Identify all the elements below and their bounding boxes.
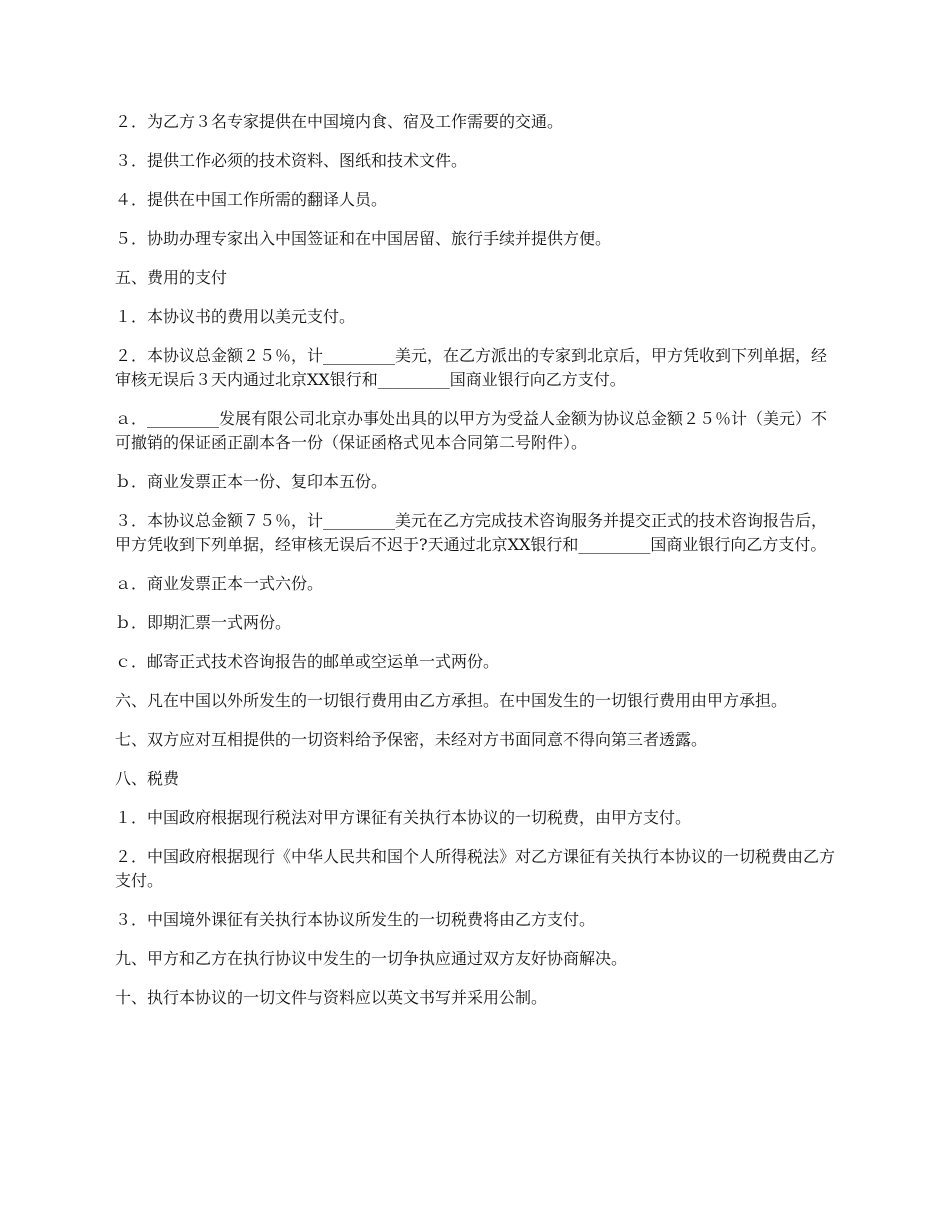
- section-10: 十、执行本协议的一切文件与资料应以英文书写并采用公制。: [115, 988, 548, 1007]
- clause-4-item-4: ４．提供在中国工作所需的翻译人员。: [115, 190, 388, 209]
- clause-5-item-2b: ｂ．商业发票正本一份、复印本五份。: [115, 472, 388, 491]
- clause-4-item-5: ５．协助办理专家出入中国签证和在中国居留、旅行手续并提供方便。: [115, 229, 612, 248]
- clause-8-item-3: ３．中国境外课征有关执行本协议所发生的一切税费将由乙方支付。: [115, 910, 596, 929]
- section-7: 七、双方应对互相提供的一切资料给予保密，未经对方书面同意不得向第三者透露。: [115, 730, 708, 749]
- section-9: 九、甲方和乙方在执行协议中发生的一切争执应通过双方友好协商解决。: [115, 949, 628, 968]
- clause-5-item-3c: ｃ．邮寄正式技术咨询报告的邮单或空运单一式两份。: [115, 652, 500, 671]
- clause-4-item-3: ３．提供工作必须的技术资料、图纸和技术文件。: [115, 151, 468, 170]
- clause-5-item-2: ２．本协议总金额２５％，计_________美元，在乙方派出的专家到北京后，甲方凭收到下列单据，经审核无误后３天内通过北京XX银行和_________国商业银行向乙方支付。: [115, 346, 828, 389]
- section-6: 六、凡在中国以外所发生的一切银行费用由乙方承担。在中国发生的一切银行费用由甲方承担。: [115, 691, 788, 710]
- clause-5-item-3b: ｂ．即期汇票一式两份。: [115, 613, 292, 632]
- clause-5-item-1: １．本协议书的费用以美元支付。: [115, 307, 356, 326]
- section-5-heading: 五、费用的支付: [115, 268, 228, 287]
- clause-8-item-2: ２．中国政府根据现行《中华人民共和国个人所得税法》对乙方课征有关执行本协议的一切税费由乙方支付。: [115, 847, 836, 890]
- clause-5-item-2a: ａ．_________发展有限公司北京办事处出具的以甲方为受益人金额为协议总金额２５％计（美元）不可撤销的保证函正副本各一份（保证函格式见本合同第二号附件）。: [115, 409, 828, 452]
- clause-5-item-3: ３．本协议总金额７５％，计_________美元在乙方完成技术咨询服务并提交正式的技术咨询报告后，甲方凭收到下列单据，经审核无误后不迟于?天通过北京XX银行和_________国商业银行向乙方支付。: [115, 511, 828, 554]
- section-8-heading: 八、税费: [115, 769, 180, 788]
- clause-4-item-2: ２．为乙方３名专家提供在中国境内食、宿及工作需要的交通。: [115, 112, 564, 131]
- document-body: [115, 110, 840, 1025]
- clause-8-item-1: １．中国政府根据现行税法对甲方课征有关执行本协议的一切税费，由甲方支付。: [115, 808, 692, 827]
- clause-5-item-3a: ａ．商业发票正本一式六份。: [115, 574, 324, 593]
